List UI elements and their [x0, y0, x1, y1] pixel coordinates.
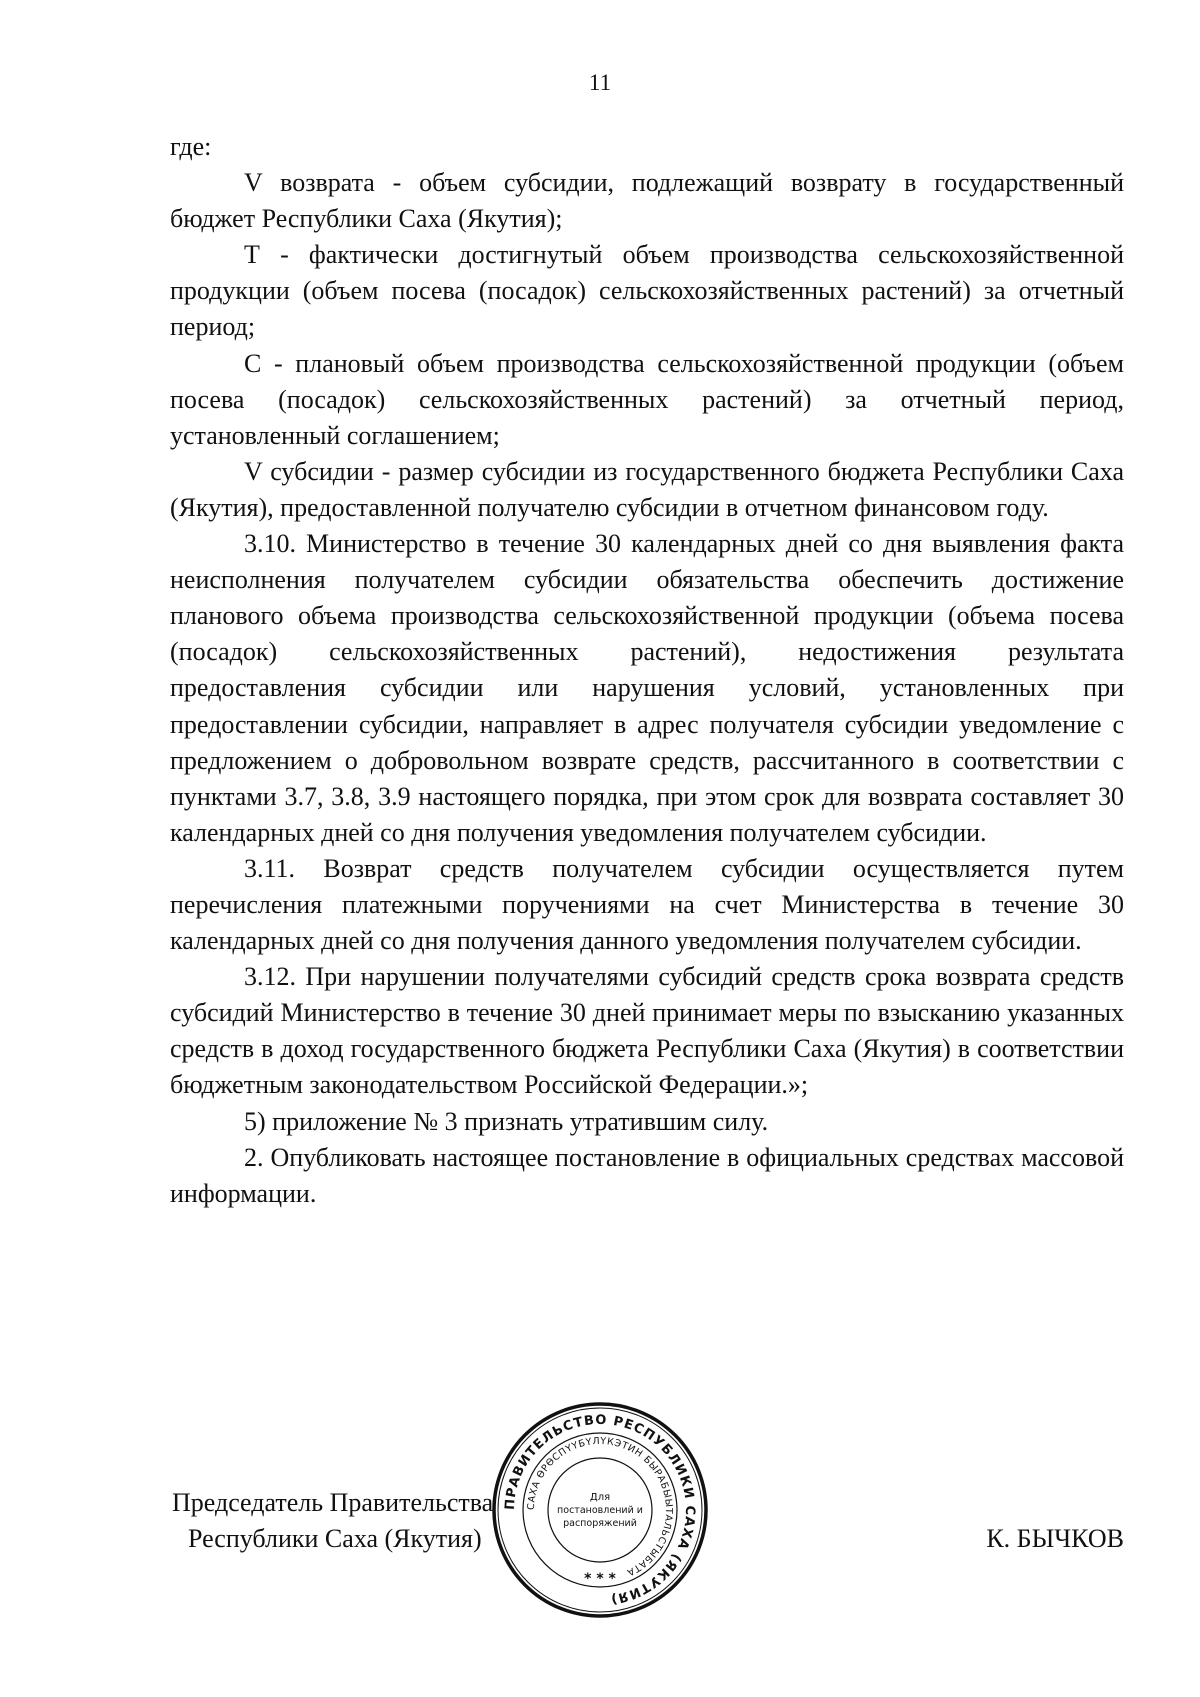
paragraph-3-10: 3.10. Министерство в течение 30 календарных дней со дня выявления факта неисполнения получателем субсидии обязательства обеспечить достижение планового объема производства сельскохозяйственной продукции (объема посева (посадок) сельскохозяйственных растений), недостижения результата предоставления субсидии или нарушения условий, установленных при предоставлении субсидии, направляет в адрес получателя субсидии уведомление с предложением о добровольном возврате средств, рассчитанного в соответствии с пунктами 3.7, 3.8, 3.9 настоящего порядка, при этом срок для возврата составляет 30 календарных дней со дня получения уведомления получателем субсидии.	[170, 529, 1124, 847]
seal-center-line1: Для	[589, 1492, 611, 1503]
paragraph-3-12: 3.12. При нарушении получателями субсидий средств срока возврата средств субсидий Министерство в течение 30 дней принимает меры по взысканию указанных средств в доход государственного бюджета Республики Саха (Якутия) в соответствии бюджетным законодательством Российской Федерации.»;	[170, 962, 1124, 1100]
signatory-title-line2: Республики Саха (Якутия)	[188, 1524, 482, 1553]
signatory-name: К. БЫЧКОВ	[986, 1524, 1124, 1553]
paragraph-publish: 2. Опубликовать настоящее постановление в официальных средствах массовой информации.	[170, 1142, 1124, 1208]
paragraph-appendix-3: 5) приложение № 3 признать утратившим силу.	[244, 1106, 769, 1136]
official-seal-stamp	[490, 1400, 710, 1620]
signatory-title-line1: Председатель Правительства	[172, 1488, 494, 1517]
paragraph-3-11: 3.11. Возврат средств получателем субсидии осуществляется путем перечисления платежными поручениями на счет Министерства в течение 30 календарных дней со дня получения данного уведомления получателем субсидии.	[170, 853, 1124, 956]
paragraph-v-return: V возврата - объем субсидии, подлежащий возврату в государственный бюджет Республики Саха (Якутия);	[170, 168, 1124, 234]
document-body	[170, 129, 1124, 1212]
paragraph-v-subsidy: V субсидии - размер субсидии из государственного бюджета Республики Саха (Якутия), предоставленной получателю субсидии в отчетном финансовом году.	[170, 456, 1124, 522]
seal-inner-text: САХА ӨРӨСПҮҮБҮЛҮКЭТИН БЫРАБЫЫТАЛЬСТЫБАТА	[525, 1435, 675, 1578]
paragraph-t-actual: Т - фактически достигнутый объем производства сельскохозяйственной продукции (объем посева (посадок) сельскохозяйственных растений) за отчетный период;	[170, 240, 1124, 342]
page-number: 11	[588, 70, 612, 95]
seal-stars: * * *	[584, 1571, 616, 1587]
paragraph-c-planned: С - плановый объем производства сельскохозяйственной продукции (объем посева (посадок) сельскохозяйственных растений) за отчетный период, установленный соглашением;	[170, 348, 1124, 450]
seal-center-line3: распоряжений	[563, 1518, 637, 1529]
paragraph-where: где:	[170, 132, 212, 161]
seal-center-line2: постановлений и	[557, 1505, 643, 1516]
seal-outer-text: ПРАВИТЕЛЬСТВО РЕСПУБЛИКИ САХА (ЯКУТИЯ)	[502, 1412, 698, 1607]
